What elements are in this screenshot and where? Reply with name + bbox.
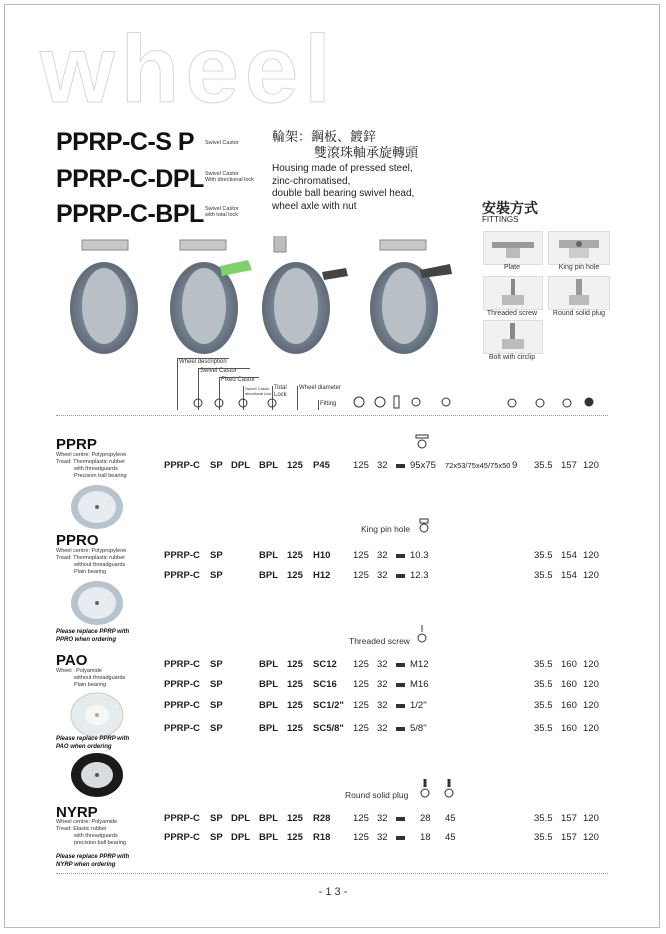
section-title-nyrp: NYRP <box>56 804 98 821</box>
legend-fitting: Fitting <box>320 401 337 407</box>
model-code-1: PPRP-C-S P <box>56 128 195 156</box>
height-icon <box>442 398 450 406</box>
page-number: - 1 3 - <box>318 886 348 898</box>
fitting-bolt-image <box>483 320 543 354</box>
section-spec-pao: Wheel : Polyamide without threadguards Plain bearing <box>56 668 126 688</box>
wheel-pao-image <box>68 692 126 738</box>
header-threaded-screw: Threaded screw <box>349 636 410 646</box>
tread-width-icon <box>375 397 385 407</box>
plate-fitting-icon <box>413 433 431 451</box>
bolt-icon <box>396 835 406 841</box>
fitting-plate-label: Plate <box>504 264 520 271</box>
description-chinese: 輪架：鋼板、鍍鋅 雙滾珠軸承旋轉頭 <box>272 130 419 161</box>
castor-total-lock-image <box>370 240 452 354</box>
legend-swivel-castor: Swivel Castor <box>200 368 237 374</box>
legend-wheel-diameter: Wheel diameter <box>299 385 342 391</box>
castor-kingpin-image <box>262 236 348 354</box>
bottom-divider <box>56 873 608 874</box>
model-desc-1: Swivel Castor <box>205 140 239 146</box>
fitting-bolt-label: Bolt with circlip <box>488 354 536 361</box>
section-divider <box>56 415 608 416</box>
model-desc-2a: Swivel Castor <box>205 171 239 177</box>
bolt-icon <box>396 682 406 688</box>
total-lock-icon <box>268 399 276 407</box>
note-pao: Please replace PPRP with PAO when ordering <box>56 736 130 750</box>
legend-total-lock: Total Lock <box>274 385 287 398</box>
king-pin-icon <box>416 517 432 535</box>
section-title-ppro: PPRO <box>56 532 99 549</box>
legend-fixed-castor: Fixed Castor <box>221 377 256 383</box>
castor-swivel-image <box>70 240 138 354</box>
bolt-icon <box>396 463 406 469</box>
model-desc-3b: with total lock <box>205 212 239 218</box>
legend-icon-strip <box>190 392 610 410</box>
castor-directional-lock-image <box>170 240 252 354</box>
fixed-castor-icon <box>215 399 223 407</box>
capacity-icon <box>585 398 593 406</box>
section-spec-ppro: Wheel centre: Polypropylene Tread: Thermoplastic rubber without threadguards Plain bearing <box>56 548 127 575</box>
fitting-threaded-label: Threaded screw <box>486 310 538 317</box>
model-code-2: PPRP-C-DPL <box>56 165 204 193</box>
bolt-icon <box>396 553 406 559</box>
model-desc-2b: With directional lock <box>205 177 254 183</box>
fitting-kingpin-label: King pin hole <box>558 264 600 271</box>
note-ppro: Please replace PPRP with PPRO when ordering <box>56 629 130 643</box>
bolt-icon <box>396 816 406 822</box>
wheel-diameter-icon <box>354 397 364 407</box>
wheel-pprp-image <box>68 484 126 530</box>
fitting-plug-label: Round solid plug <box>552 310 606 317</box>
wheel-nyrp-image <box>68 752 126 798</box>
round-plug-icons <box>418 778 458 802</box>
wheel-ppro-image <box>68 580 126 626</box>
watermark-text: wheel <box>40 16 337 123</box>
header-king-pin-hole: King pin hole <box>361 524 411 534</box>
section-title-pprp: PPRP <box>56 436 97 453</box>
section-spec-nyrp: Wheel centre: Polyamide Tread: Elastic rubber with threadguards precision ball bearing <box>56 819 126 846</box>
fittings-title-en: FITTINGS <box>482 215 519 224</box>
header-round-solid-plug: Round solid plug <box>345 790 409 800</box>
description-english: Housing made of pressed steel, zinc-chromatised, double ball bearing swivel head, wheel axle with nut <box>272 163 415 212</box>
swivel-radius-icon <box>563 399 571 407</box>
castor-product-images <box>60 236 460 358</box>
legend-wheel-description: Wheel description <box>179 359 227 365</box>
bolt-icon <box>396 703 406 709</box>
swivel-castor-icon <box>194 399 202 407</box>
plate-size-icon <box>394 396 399 408</box>
offset-icon <box>508 399 516 407</box>
fitting-threaded-image <box>483 276 543 310</box>
bolt-icon <box>396 726 406 732</box>
fitting-plug-image <box>548 276 610 310</box>
legend-swivel-directional: Swivel Castor directional lock <box>245 386 272 396</box>
section-spec-pprp: Wheel centre: Polypropylene Tread: Thermoplastic rubber with threadguards Precision ball bearing <box>56 452 127 479</box>
section-title-pao: PAO <box>56 652 88 669</box>
fitting-kingpin-image <box>548 231 610 265</box>
bolt-icon <box>396 573 406 579</box>
model-code-3: PPRP-C-BPL <box>56 200 204 228</box>
load-icon <box>412 398 420 406</box>
fitting-plate-image <box>483 231 543 265</box>
model-desc-3a: Swivel Castor <box>205 206 239 212</box>
note-nyrp: Please replace PPRP with NYRP when ordering <box>56 854 130 868</box>
mount-height-icon <box>536 399 544 407</box>
fittings-title-zh: 安裝方式 <box>482 201 538 217</box>
directional-lock-icon <box>239 399 247 407</box>
bolt-icon <box>396 662 406 668</box>
threaded-screw-icon <box>414 624 430 646</box>
